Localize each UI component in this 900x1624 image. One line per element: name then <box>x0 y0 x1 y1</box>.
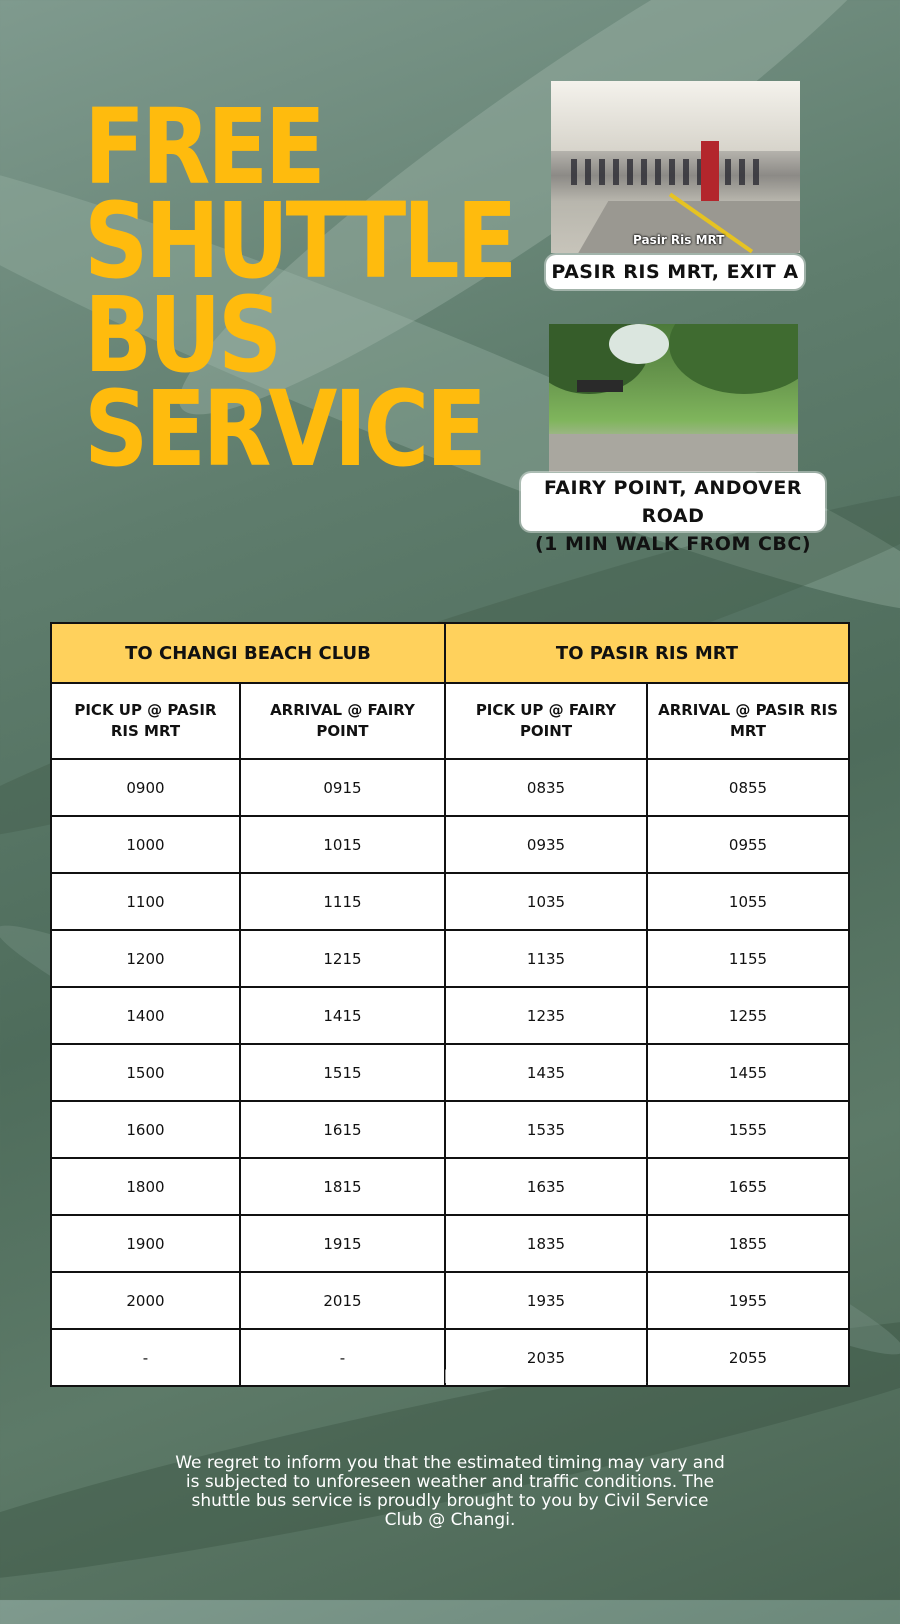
table-cell: 1215 <box>240 930 445 987</box>
table-cell: 1555 <box>647 1101 849 1158</box>
table-row <box>51 759 849 816</box>
photo-sky <box>609 324 669 364</box>
table-cell: 2055 <box>647 1329 849 1386</box>
location-label-line: FAIRY POINT, ANDOVER ROAD <box>543 477 802 527</box>
table-cell: 1515 <box>240 1044 445 1101</box>
table-row <box>51 930 849 987</box>
table-cell: 1035 <box>445 873 647 930</box>
table-cell: 1800 <box>51 1158 240 1215</box>
table-cell: 1915 <box>240 1215 445 1272</box>
table-cell: 2015 <box>240 1272 445 1329</box>
arrival-notice: PLEASE ARRIVE 5 MINUTES PRIOR TO DEPARTURE TIME <box>328 1367 848 1388</box>
table-cell: 1600 <box>51 1101 240 1158</box>
table-cell: 1835 <box>445 1215 647 1272</box>
table-cell: 1535 <box>445 1101 647 1158</box>
table-cell: 1135 <box>445 930 647 987</box>
table-row <box>51 1044 849 1101</box>
table-cell: 0855 <box>647 759 849 816</box>
table-cell: 1100 <box>51 873 240 930</box>
table-cell: 1000 <box>51 816 240 873</box>
table-cell: 1155 <box>647 930 849 987</box>
disclaimer-text: We regret to inform you that the estimated timing may vary and is subjected to unforeseen weather and traffic conditions. The shuttle bus service is proudly brought to you by Civil Service Club @ Changi. <box>175 1453 725 1530</box>
table-cell: 1015 <box>240 816 445 873</box>
table-cell: 1415 <box>240 987 445 1044</box>
table-cell: 1855 <box>647 1215 849 1272</box>
table-cell: 0935 <box>445 816 647 873</box>
direction-header-changi: TO CHANGI BEACH CLUB <box>51 623 445 683</box>
table-cell: - <box>51 1329 240 1386</box>
table-cell: - <box>240 1329 445 1386</box>
table-cell: 1455 <box>647 1044 849 1101</box>
table-cell: 0835 <box>445 759 647 816</box>
table-cell: 1955 <box>647 1272 849 1329</box>
table-cell: 2000 <box>51 1272 240 1329</box>
photo-tree <box>669 324 798 394</box>
photo-caption: Pasir Ris MRT <box>633 233 725 247</box>
table-row <box>51 1158 849 1215</box>
direction-header-pasir-ris: TO PASIR RIS MRT <box>445 623 849 683</box>
table-cell: 0955 <box>647 816 849 873</box>
title-line: FREE <box>84 86 323 208</box>
location-label-fairy-point <box>521 473 825 555</box>
table-cell: 0915 <box>240 759 445 816</box>
photo-people <box>571 159 761 185</box>
table-cell: 1635 <box>445 1158 647 1215</box>
table-cell: 1500 <box>51 1044 240 1101</box>
location-label-pasir-ris <box>546 255 804 289</box>
table-row <box>51 1215 849 1272</box>
table-cell: 1435 <box>445 1044 647 1101</box>
table-row <box>51 1101 849 1158</box>
table-row <box>51 873 849 930</box>
table-cell: 1900 <box>51 1215 240 1272</box>
table-cell: 1255 <box>647 987 849 1044</box>
table-cell: 1235 <box>445 987 647 1044</box>
table-cell: 1655 <box>647 1158 849 1215</box>
table-cell: 1615 <box>240 1101 445 1158</box>
table-cell: 1115 <box>240 873 445 930</box>
column-header: ARRIVAL @ PASIR RIS MRT <box>647 683 849 759</box>
table-cell: 1400 <box>51 987 240 1044</box>
photo-shelter <box>577 380 623 392</box>
poster-title <box>84 86 514 490</box>
title-line: BUS <box>84 274 279 396</box>
photo-road <box>549 434 798 472</box>
table-row <box>51 1272 849 1329</box>
column-header: ARRIVAL @ FAIRY POINT <box>240 683 445 759</box>
title-line: SHUTTLE <box>84 180 514 302</box>
table-cell: 1815 <box>240 1158 445 1215</box>
location-label-line: PASIR RIS MRT, EXIT A <box>551 261 799 283</box>
table-row <box>51 987 849 1044</box>
table-cell: 1200 <box>51 930 240 987</box>
shuttle-schedule-table <box>50 622 850 1387</box>
table-cell: 1055 <box>647 873 849 930</box>
table-row <box>51 816 849 873</box>
column-header: PICK UP @ PASIR RIS MRT <box>51 683 240 759</box>
table-cell: 0900 <box>51 759 240 816</box>
column-header: PICK UP @ FAIRY POINT <box>445 683 647 759</box>
fairy-point-photo <box>549 324 798 472</box>
location-label-line: (1 MIN WALK FROM CBC) <box>534 533 812 555</box>
table-cell: 2035 <box>445 1329 647 1386</box>
table-cell: 1935 <box>445 1272 647 1329</box>
title-line: SERVICE <box>84 368 484 490</box>
photo-roof <box>551 81 800 151</box>
pasir-ris-mrt-photo <box>551 81 800 253</box>
